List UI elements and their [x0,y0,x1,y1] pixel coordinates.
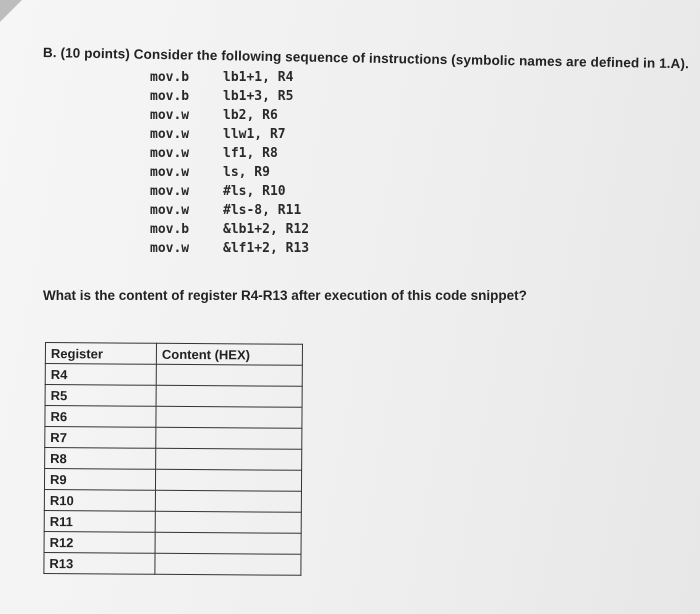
register-content-cell[interactable] [156,364,302,386]
header-content: Content (HEX) [156,343,302,365]
table-row [44,552,301,575]
code-op: mov.b [150,222,190,237]
table-row [44,531,301,554]
register-table [43,342,303,576]
table-row [45,364,302,387]
code-line [150,182,309,201]
table-header-row [45,343,302,366]
register-name: R5 [45,385,156,407]
code-op: mov.b [150,89,190,104]
register-name: R10 [44,489,155,511]
code-line [150,87,309,106]
code-args: #ls-8, R11 [223,203,302,218]
register-name: R6 [45,406,156,428]
page-corner [0,0,22,22]
register-content-cell[interactable] [155,469,301,491]
register-name: R7 [45,427,156,449]
code-op: mov.w [150,184,190,199]
code-line [150,220,309,239]
code-op: mov.w [150,127,190,142]
code-args: lb1+1, R4 [223,70,294,85]
code-line [150,239,309,258]
code-args: ls, R9 [223,165,270,180]
register-content-cell[interactable] [156,427,302,449]
code-line [150,144,309,163]
register-content-cell[interactable] [156,448,302,470]
register-content-cell[interactable] [156,406,302,428]
header-register: Register [45,343,156,365]
code-op: mov.w [150,165,190,180]
code-op: mov.w [150,108,190,123]
code-args: lb1+3, R5 [223,89,294,104]
code-args: llw1, R7 [223,127,286,142]
register-content-cell[interactable] [155,553,301,575]
code-args: &lf1+2, R13 [223,241,310,256]
register-name: R13 [44,552,155,574]
table-row [44,469,301,492]
code-line [150,201,309,220]
code-op: mov.w [150,203,190,218]
code-op: mov.w [150,241,190,256]
code-block [150,68,309,258]
register-content-cell[interactable] [155,511,301,533]
register-content-cell[interactable] [156,385,302,407]
register-name: R9 [44,469,155,491]
code-args: #ls, R10 [223,184,286,199]
table-row [45,427,302,450]
problem-heading: B. (10 points) Consider the following sequence of instructions (symbolic names are defined in 1.A). [42,45,690,72]
register-name: R4 [45,364,156,386]
code-line [150,163,309,182]
code-args: &lb1+2, R12 [223,222,310,237]
code-line [150,125,309,144]
register-content-cell[interactable] [155,532,301,554]
register-name: R12 [44,531,155,553]
table-row [44,489,301,512]
table-row [44,510,301,533]
register-content-cell[interactable] [155,490,301,512]
code-args: lf1, R8 [223,146,278,161]
code-args: lb2, R6 [223,108,278,123]
code-line [150,68,309,87]
code-op: mov.w [150,146,190,161]
register-name: R8 [45,448,156,470]
table-row [45,448,302,471]
table-row [45,406,302,429]
code-line [150,106,309,125]
table-row [45,385,302,408]
register-name: R11 [44,510,155,532]
question-text: What is the content of register R4-R13 after execution of this code snippet? [43,288,527,303]
code-op: mov.b [150,70,190,85]
